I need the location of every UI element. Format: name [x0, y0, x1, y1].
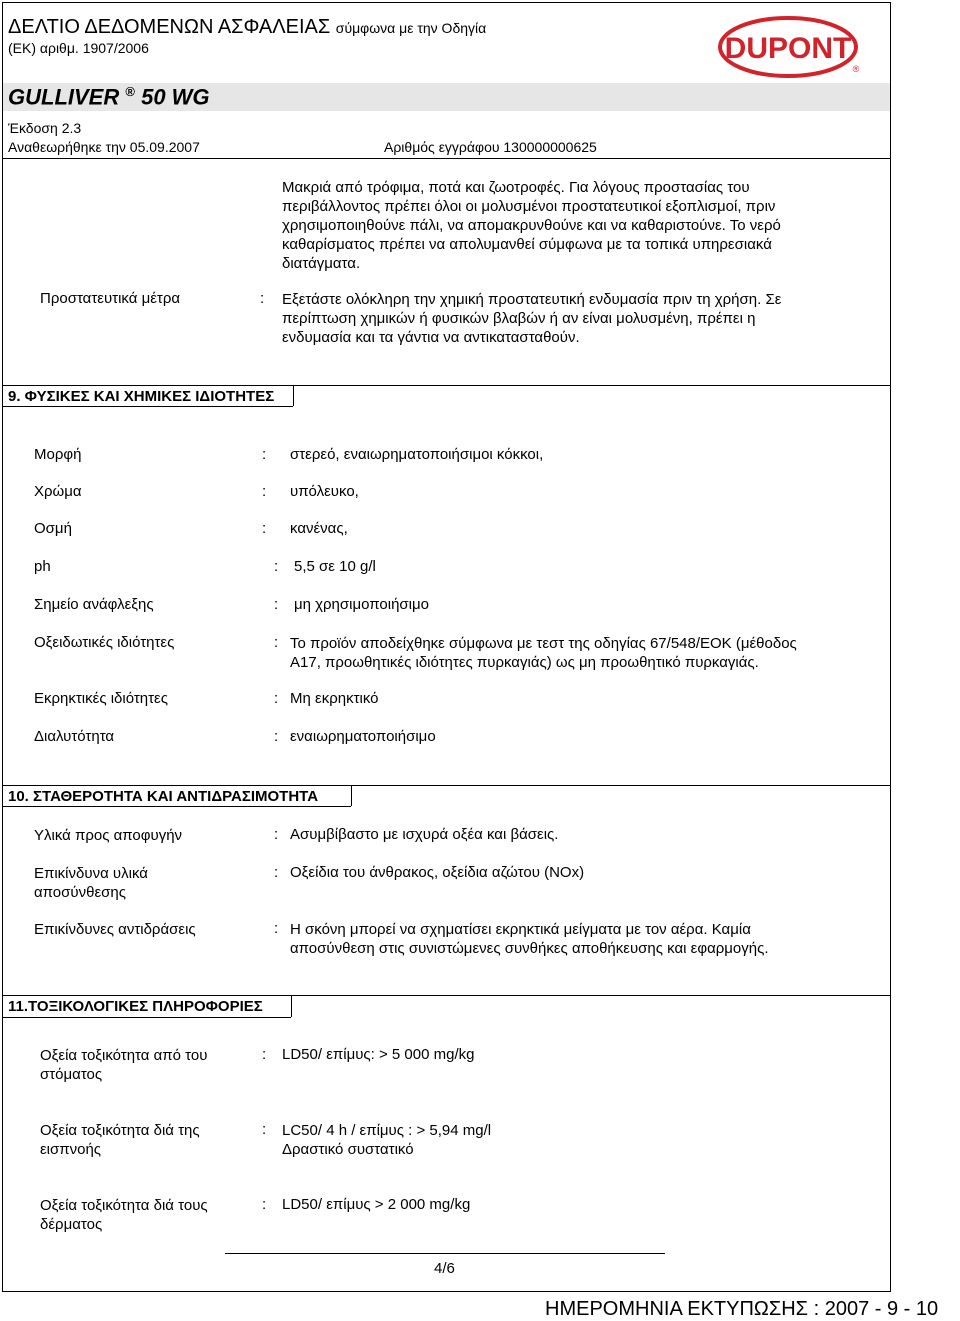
colon: : — [274, 864, 279, 881]
prop-label-color: Χρώμα — [34, 483, 82, 500]
stab-value-avoid: Ασυμβίβαστο με ισχυρά οξέα και βάσεις. — [290, 826, 559, 843]
protect-colon: : — [260, 290, 265, 307]
colon: : — [274, 596, 279, 613]
tox-label-inhalation: Οξεία τοξικότητα διά της εισπνοής — [40, 1122, 200, 1158]
stab-label-reactions: Επικίνδυνες αντιδράσεις — [34, 921, 196, 938]
section9-title-underline — [3, 406, 293, 407]
tox-value-inhalation: LC50/ 4 h / επίμυς : > 5,94 mg/l Δραστικό συστατικό — [282, 1122, 492, 1158]
section10-title-underline — [3, 806, 351, 807]
prop-label-solubility: Διαλυτότητα — [34, 728, 115, 745]
regulation: (ΕΚ) αριθμ. 1907/2006 — [8, 40, 149, 56]
section8-paragraph: Μακριά από τρόφιμα, ποτά και ζωοτροφές. Για λόγους προστασίας του περιβάλλοντος πρέπει όλοι οι μολυσμένοι προστατευτικοί εξοπλισμοί, πριν χρησιμοποιηθούνε πάλι, να απομακρυνθούνε και να καθαριστούνε. Το νερό καθαρίσματος πρέπει να απολυμανθεί σύμφωνα με τα τοπικά υπηρεσιακά διατάγματα. — [282, 179, 781, 272]
colon: : — [262, 1046, 267, 1063]
section10-title-tick — [351, 786, 352, 806]
page-number-topline — [225, 1253, 665, 1254]
protect-value: Εξετάστε ολόκληρη την χημική προστατευτική ενδυμασία πριν τη χρήση. Σε περίπτωση χημικών ή φυσικών βλαβών ή αν είναι μολυσμένη, πρέπει η ενδυμασία και τα γάντια να αντικατασταθούν. — [282, 291, 782, 346]
colon: : — [274, 634, 279, 651]
colon: : — [274, 728, 279, 745]
document-title — [8, 16, 486, 39]
colon: : — [262, 446, 267, 463]
section11-divider — [3, 995, 890, 996]
section11-title-underline — [3, 1017, 291, 1018]
page-number: 4/6 — [434, 1260, 455, 1277]
dupont-logo — [718, 16, 860, 78]
section9-divider — [3, 385, 890, 386]
tox-value-oral: LD50/ επίμυς: > 5 000 mg/kg — [282, 1046, 475, 1063]
stab-value-reactions: Η σκόνη μπορεί να σχηματίσει εκρηκτικά μείγματα με τον αέρα. Καμία αποσύνθεση στις συνιστώμενες συνθήκες αποθήκευσης και εφαρμογής. — [290, 921, 769, 957]
prop-value-solubility: εναιωρηματοποιήσιμο — [290, 728, 436, 745]
colon: : — [262, 520, 267, 537]
product-name — [8, 84, 210, 110]
stab-value-decomposition: Οξείδια του άνθρακος, οξείδια αζώτου (NOx) — [290, 864, 585, 881]
registered-mark: ® — [125, 84, 135, 99]
prop-label-explosive: Εκρηκτικές ιδιότητες — [34, 690, 168, 707]
colon: : — [274, 826, 279, 843]
stab-label-avoid: Υλικά προς αποφυγήν — [34, 827, 183, 844]
prop-value-explosive: Μη εκρηκτικό — [290, 690, 379, 707]
tox-label-dermal: Οξεία τοξικότητα διά τους δέρματος — [40, 1197, 208, 1233]
prop-value-oxidizing: Το προϊόν αποδείχθηκε σύμφωνα με τεστ της οδηγίας 67/548/ΕΟΚ (μέθοδος A17, προωθητικές ιδιότητες πυρκαγιάς) ως μη προωθητικό πυρκαγιάς. — [290, 635, 797, 671]
stab-label-decomposition: Επικίνδυνα υλικά αποσύνθεσης — [34, 865, 148, 901]
product-name-text: GULLIVER — [8, 84, 120, 110]
section9-title: 9. ΦΥΣΙΚΕΣ ΚΑΙ ΧΗΜΙΚΕΣ ΙΔΙΟΤΗΤΕΣ — [8, 388, 275, 405]
prop-value-ph: 5,5 σε 10 g/l — [294, 558, 376, 575]
prop-label-flash: Σημείο ανάφλεξης — [34, 596, 154, 613]
tox-label-oral: Οξεία τοξικότητα από του στόματος — [40, 1047, 208, 1083]
prop-value-flash: μη χρησιμοποιήσιμο — [294, 596, 429, 613]
section11-title: 11.ΤΟΞΙΚΟΛΟΓΙΚΕΣ ΠΛΗΡΟΦΟΡΙΕΣ — [8, 998, 263, 1015]
header-divider — [3, 158, 890, 159]
document-number: Αριθμός εγγράφου 130000000625 — [384, 139, 597, 155]
prop-value-color: υπόλευκο, — [290, 483, 359, 500]
section10-divider — [3, 785, 890, 786]
version: Έκδοση 2.3 — [8, 120, 82, 136]
prop-value-form: στερεό, εναιωρηματοποιήσιμοι κόκκοι, — [290, 446, 544, 463]
product-suffix: 50 WG — [141, 84, 210, 110]
section11-title-tick — [291, 996, 292, 1017]
title-suffix: σύμφωνα με την Οδηγία — [335, 20, 487, 36]
prop-label-form: Μορφή — [34, 446, 82, 463]
revised-date: Αναθεωρήθηκε την 05.09.2007 — [8, 139, 200, 155]
prop-label-oxidizing: Οξειδωτικές ιδιότητες — [34, 634, 175, 651]
colon: : — [262, 483, 267, 500]
logo-mark: ® — [852, 64, 860, 74]
prop-label-odor: Οσμή — [34, 520, 72, 537]
section9-title-tick — [293, 386, 294, 406]
title-main: ΔΕΛΤΙΟ ΔΕΔΟΜΕΝΩΝ ΑΣΦΑΛΕΙΑΣ — [8, 16, 331, 38]
colon: : — [274, 558, 279, 575]
colon: : — [262, 1196, 267, 1213]
colon: : — [274, 920, 279, 937]
section10-title: 10. ΣΤΑΘΕΡΟΤΗΤΑ ΚΑΙ ΑΝΤΙΔΡΑΣΙΜΟΤΗΤΑ — [8, 788, 319, 805]
print-date: ΗΜΕΡΟΜΗΝΙΑ ΕΚΤΥΠΩΣΗΣ : 2007 - 9 - 10 — [545, 1298, 939, 1320]
prop-label-ph: ph — [34, 558, 51, 575]
colon: : — [274, 690, 279, 707]
prop-value-odor: κανένας, — [290, 520, 348, 537]
tox-value-dermal: LD50/ επίμυς > 2 000 mg/kg — [282, 1196, 471, 1213]
colon: : — [262, 1121, 267, 1138]
logo-text: DUPONT — [724, 32, 852, 65]
protect-label: Προστατευτικά μέτρα — [40, 290, 181, 307]
